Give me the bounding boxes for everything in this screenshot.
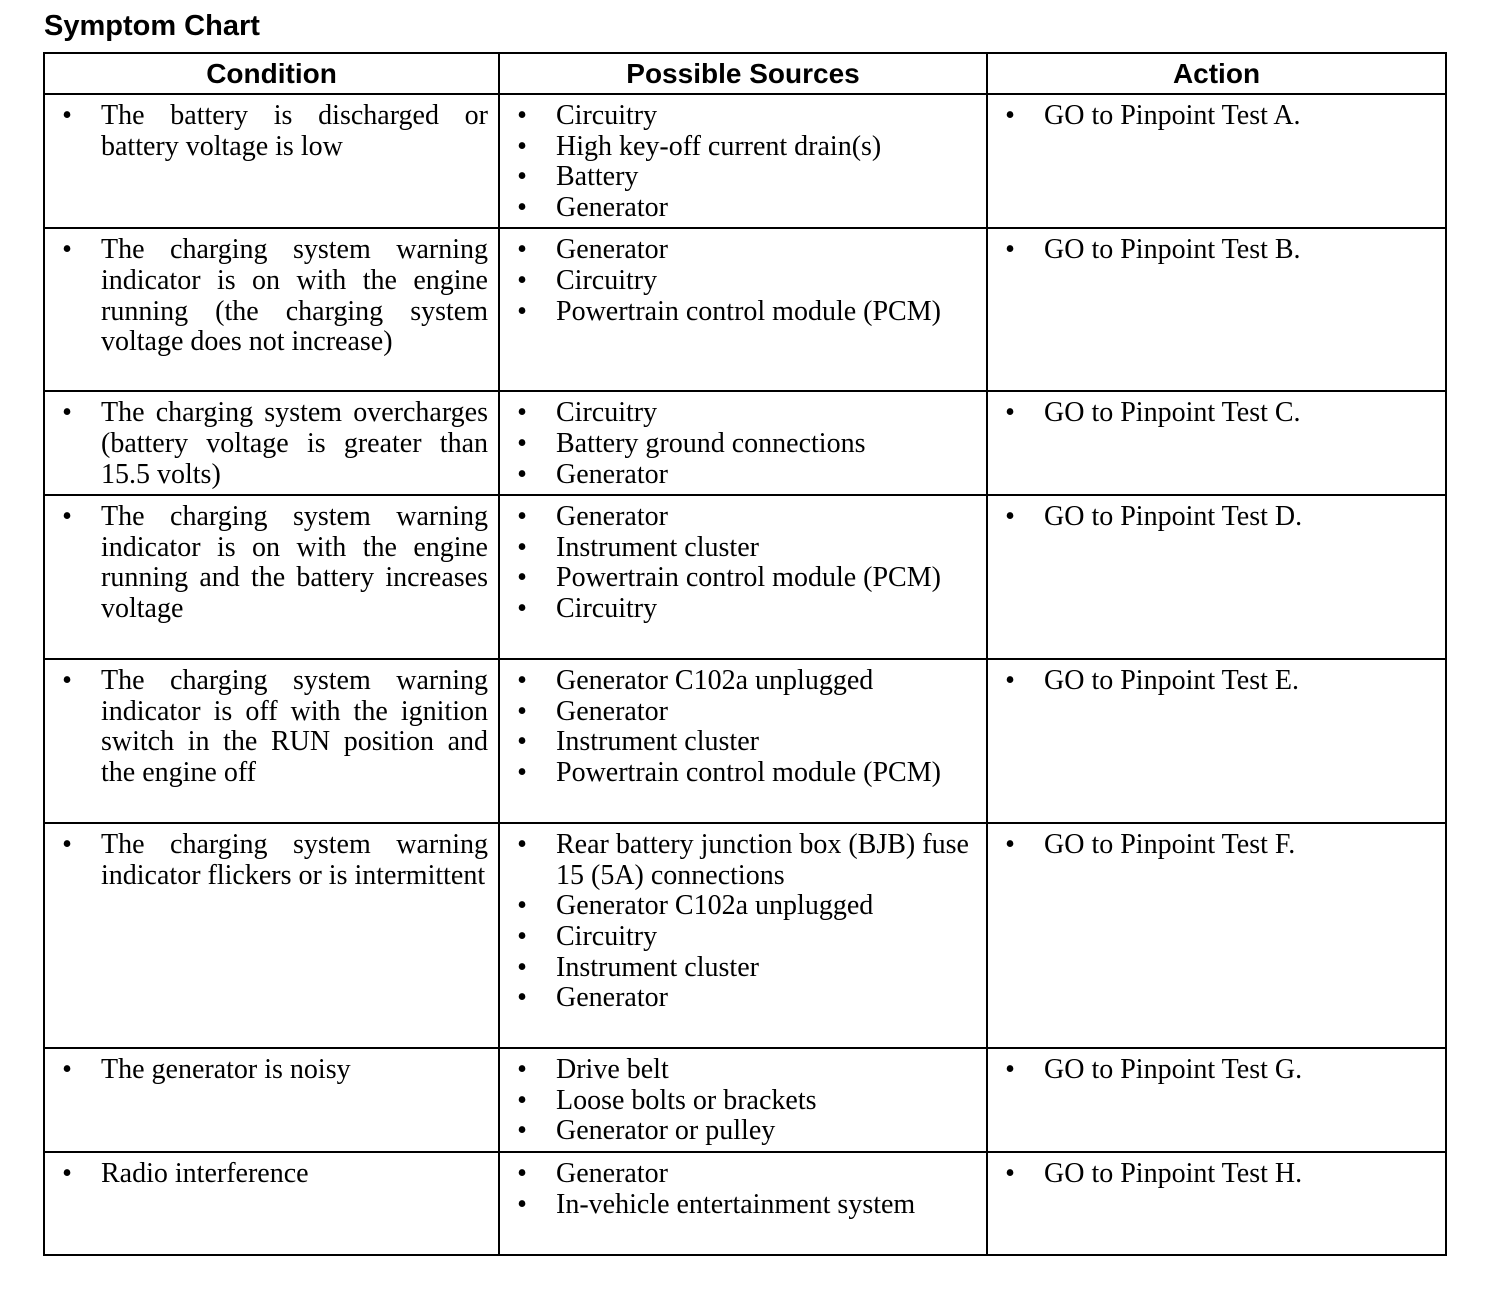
table-row [44,659,1446,823]
bullet-icon: • [517,161,527,193]
bullet-icon: • [517,295,527,327]
table-row [44,391,1446,495]
table-row [44,228,1446,391]
condition-cell [44,1152,499,1255]
bullet-icon: • [517,1188,527,1220]
source-item: • Circuitry [500,266,976,297]
source-item: • Generator [500,502,976,533]
source-item: • Drive belt [500,1055,976,1086]
condition-item: • The generator is noisy [45,1055,488,1086]
source-item: • Loose bolts or brackets [500,1086,976,1117]
sources-cell [499,94,987,228]
bullet-icon: • [1005,397,1015,429]
action-cell [987,495,1446,659]
bullet-icon: • [1005,665,1015,697]
bullet-icon: • [517,695,527,727]
table-row [44,1152,1446,1255]
bullet-icon: • [517,397,527,429]
bullet-icon: • [1005,829,1015,861]
source-item: • Generator [500,460,976,491]
bullet-icon: • [1005,501,1015,533]
bullet-icon: • [62,234,72,266]
bullet-icon: • [517,1157,527,1189]
bullet-icon: • [517,726,527,758]
column-header-possible-sources: Possible Sources [499,53,987,94]
bullet-icon: • [517,501,527,533]
source-item: • In-vehicle entertainment system [500,1190,976,1221]
condition-cell [44,228,499,391]
sources-cell [499,823,987,1048]
bullet-icon: • [517,756,527,788]
source-item: • Instrument cluster [500,533,976,564]
bullet-icon: • [517,191,527,223]
source-item: • Instrument cluster [500,953,976,984]
source-item: • Generator [500,1159,976,1190]
bullet-icon: • [517,264,527,296]
source-item: • Generator [500,983,976,1014]
action-item: • GO to Pinpoint Test H. [988,1159,1435,1190]
condition-item: • The charging system warning indicator is on with the engine running (the charging system voltage does not increase) [45,235,488,357]
source-item: • Powertrain control module (PCM) [500,758,976,789]
source-item: • Circuitry [500,922,976,953]
bullet-icon: • [517,890,527,922]
source-item: • Generator [500,193,976,224]
bullet-icon: • [517,130,527,162]
action-cell [987,1152,1446,1255]
source-item: • Battery ground connections [500,429,976,460]
source-item: • Circuitry [500,101,976,132]
bullet-icon: • [517,1115,527,1147]
source-item: • Powertrain control module (PCM) [500,563,976,594]
table-row [44,1048,1446,1152]
sources-cell [499,228,987,391]
bullet-icon: • [62,665,72,697]
condition-item: • The battery is discharged or battery voltage is low [45,101,488,162]
bullet-icon: • [517,531,527,563]
bullet-icon: • [62,829,72,861]
table-row [44,495,1446,659]
bullet-icon: • [517,562,527,594]
bullet-icon: • [517,982,527,1014]
column-header-condition: Condition [44,53,499,94]
sources-cell [499,391,987,495]
action-item: • GO to Pinpoint Test B. [988,235,1435,266]
condition-cell [44,391,499,495]
bullet-icon: • [1005,1157,1015,1189]
action-cell [987,228,1446,391]
bullet-icon: • [62,1157,72,1189]
condition-cell [44,659,499,823]
action-item: • GO to Pinpoint Test D. [988,502,1435,533]
bullet-icon: • [1005,100,1015,131]
bullet-icon: • [62,397,72,429]
bullet-icon: • [517,920,527,952]
bullet-icon: • [517,234,527,266]
source-item: • Instrument cluster [500,727,976,758]
source-item: • Generator [500,235,976,266]
source-item: • Rear battery junction box (BJB) fuse 15 (5A) connections [500,830,976,891]
symptom-table [43,52,1447,1256]
sources-cell [499,1048,987,1152]
bullet-icon: • [517,1054,527,1086]
action-item: • GO to Pinpoint Test F. [988,830,1435,861]
bullet-icon: • [517,427,527,459]
sources-cell [499,659,987,823]
source-item: • Generator or pulley [500,1116,976,1147]
condition-cell [44,823,499,1048]
condition-item: • The charging system warning indicator is on with the engine running and the battery increases voltage [45,502,488,624]
condition-item: • The charging system overcharges (battery voltage is greater than 15.5 volts) [45,398,488,490]
condition-cell [44,94,499,228]
sources-cell [499,495,987,659]
bullet-icon: • [517,665,527,697]
bullet-icon: • [62,1054,72,1086]
sources-cell [499,1152,987,1255]
bullet-icon: • [517,1084,527,1116]
bullet-icon: • [517,829,527,861]
bullet-icon: • [517,458,527,490]
action-cell [987,823,1446,1048]
bullet-icon: • [1005,1054,1015,1086]
bullet-icon: • [62,501,72,533]
page-title: Symptom Chart [44,10,260,42]
action-item: • GO to Pinpoint Test E. [988,666,1435,697]
condition-item: • The charging system warning indicator is off with the ignition switch in the RUN position and the engine off [45,666,488,788]
bullet-icon: • [62,100,72,131]
condition-item: • The charging system warning indicator flickers or is intermittent [45,830,488,891]
source-item: • Generator [500,697,976,728]
source-item: • Battery [500,162,976,193]
source-item: • High key-off current drain(s) [500,132,976,163]
source-item: • Powertrain control module (PCM) [500,297,976,328]
bullet-icon: • [517,100,527,131]
action-cell [987,1048,1446,1152]
condition-cell [44,1048,499,1152]
bullet-icon: • [517,592,527,624]
table-row [44,94,1446,228]
action-item: • GO to Pinpoint Test A. [988,101,1435,132]
source-item: • Generator C102a unplugged [500,891,976,922]
bullet-icon: • [1005,234,1015,266]
condition-item: • Radio interference [45,1159,488,1190]
action-item: • GO to Pinpoint Test C. [988,398,1435,429]
source-item: • Circuitry [500,594,976,625]
table-header-row [44,53,1446,94]
bullet-icon: • [517,951,527,983]
source-item: • Generator C102a unplugged [500,666,976,697]
action-item: • GO to Pinpoint Test G. [988,1055,1435,1086]
action-cell [987,94,1446,228]
action-cell [987,659,1446,823]
column-header-action: Action [987,53,1446,94]
condition-cell [44,495,499,659]
table-row [44,823,1446,1048]
action-cell [987,391,1446,495]
source-item: • Circuitry [500,398,976,429]
